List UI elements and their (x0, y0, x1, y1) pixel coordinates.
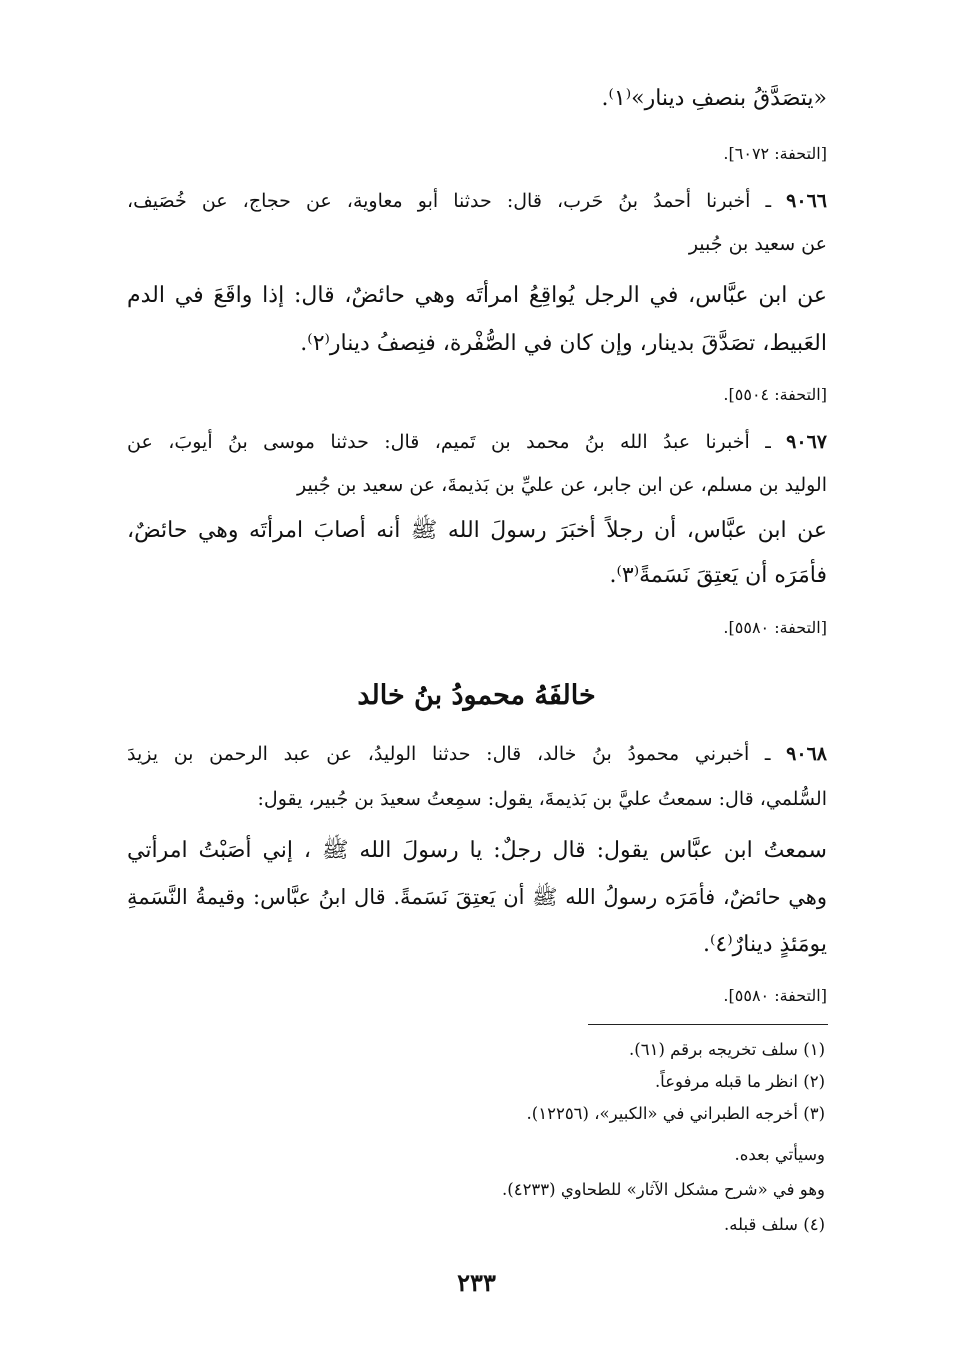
hadith-number: ٩٠٦٦ (786, 190, 827, 212)
hadith-9066-matn-cont: العَبيط، تصَدَّقَ بدينار، وإن كان في الصُّفْرة، فنِصفُ دينار⁽٢⁾. (300, 331, 827, 356)
footnote-continuation: وسيأتي بعده. (734, 1145, 825, 1164)
hadith-9068-matn-cont: وهي حائضٌ، فأمَرَه رسولُ الله ﷺ أن يَعتِقَ نَسَمةً. قال ابنُ عبَّاس: وقيمةُ النَّسَمةِ (127, 885, 827, 909)
footnote: (٢) انظر ما قبله مرفوعاً. (654, 1072, 825, 1091)
hadith-9068-matn-end: يومَئذٍ دينارٌ⁽٤⁾. (703, 932, 827, 957)
tuhfa-reference: [التحفة: ٦٠٧٢]. (723, 144, 827, 163)
footnote: (٣) أخرجه الطبراني في «الكبير»، (١٢٢٥٦). (526, 1104, 825, 1123)
hadith-9068-matn: سمعتُ ابن عبَّاس يقول: قال رجلٌ: يا رسولَ الله ﷺ ، إني أصَبْتُ امرأتي (127, 838, 827, 863)
tuhfa-reference: [التحفة: ٥٥٠٤]. (723, 385, 827, 404)
text-line: «يتصَدَّقُ بنصفِ دينار»⁽١⁾. (601, 86, 827, 111)
footnote: (٤) سلف قبله. (723, 1215, 825, 1234)
page-number: ٢٣٣ (457, 1268, 496, 1297)
hadith-9067-isnad (127, 431, 827, 453)
hadith-9067-matn: عن ابن عبَّاس، أن رجلاً أخبَرَ رسولَ الله ﷺ أنه أصابَ امرأتَه وهي حائضٌ، (127, 518, 827, 543)
hadith-9067-matn-cont: فأمَرَه أن يَعتِقَ نَسَمةً⁽٣⁾. (609, 563, 827, 588)
hadith-number: ٩٠٦٧ (786, 431, 827, 453)
hadith-9067-isnad-cont: الوليد بن مسلم، عن ابن جابر، عن عليِّ بن بَذيمةَ، عن سعيد بن جُبير (296, 474, 827, 496)
isnad-text: ـ أخبرنا عبدُ الله بنُ محمد بن تَميم، قال: حدثنا موسى بنُ أيوبَ، عن (127, 431, 787, 453)
section-heading: خالفَهُ محمودُ بنُ خالد (357, 680, 596, 711)
footnote-separator (588, 1024, 828, 1025)
tuhfa-reference: [التحفة: ٥٥٨٠]. (723, 618, 827, 637)
hadith-9068-isnad-cont: السُّلمي، قال: سمعتُ عليَّ بن بَذيمةَ، يقول: سمِعتُ سعيدَ بن جُبير، يقول: (257, 788, 827, 810)
hadith-number: ٩٠٦٨ (786, 743, 827, 765)
hadith-9068-isnad (127, 743, 827, 765)
hadith-9066-matn: عن ابن عبَّاس، في الرجل يُواقِعُ امرأتَه وهي حائضٌ، قال: إذا واقَعَ في الدم (127, 283, 827, 308)
isnad-text: ـ أخبرني محمودُ بنُ خالد، قال: حدثنا الوليدُ، عن عبد الرحمن بن يزيدَ (127, 743, 787, 765)
hadith-9066-isnad-cont: عن سعيد بن جُبير (688, 233, 827, 255)
hadith-9066-isnad (127, 190, 827, 212)
tuhfa-reference: [التحفة: ٥٥٨٠]. (723, 986, 827, 1005)
footnote: (١) سلف تخريجه برقم (٦١). (629, 1040, 825, 1059)
footnote-continuation: وهو في «شرح مشكل الآثار» للطحاوي (٤٢٣٣). (502, 1180, 825, 1199)
isnad-text: ـ أخبرنا أحمدُ بنُ حَرب، قال: حدثنا أبو معاوية، عن حجاج، عن خُصَيف، (127, 190, 787, 212)
